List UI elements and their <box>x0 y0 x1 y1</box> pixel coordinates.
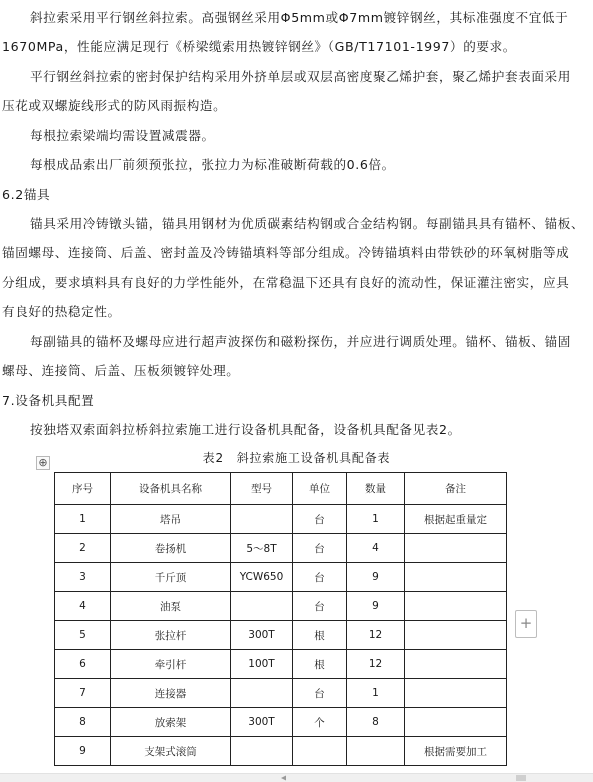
table-cell: YCW650 <box>231 563 293 592</box>
table-cell: 12 <box>347 621 405 650</box>
table-cell: 根 <box>293 621 347 650</box>
table-row <box>55 592 507 621</box>
table-cell: 300T <box>231 621 293 650</box>
table-cell: 放索架 <box>111 708 231 737</box>
table-cell <box>405 592 507 621</box>
table-move-handle-icon[interactable]: ⊕ <box>36 456 50 470</box>
table-cell <box>347 737 405 766</box>
table-cell: 台 <box>293 505 347 534</box>
table-cell <box>231 679 293 708</box>
table-cell: 4 <box>347 534 405 563</box>
table-cell: 6 <box>55 650 111 679</box>
table-cell <box>405 708 507 737</box>
section-heading-6-2: 6.2锚具 <box>2 187 51 202</box>
paragraph-anchor-line1: 锚具采用冷铸镦头锚，锚具用钢材为优质碳素结构钢或合金结构钢。每副锚具具有锚杯、锚板、 <box>30 216 585 231</box>
header-cell: 型号 <box>231 473 293 505</box>
paragraph-anchor-line4: 有良好的热稳定性。 <box>2 304 121 319</box>
scroll-left-arrow-icon[interactable] <box>280 775 288 781</box>
table-cell: 7 <box>55 679 111 708</box>
table-caption: 表2 斜拉索施工设备机具配备表 <box>202 451 391 465</box>
table-row <box>55 534 507 563</box>
table-row <box>55 505 507 534</box>
table-row <box>55 737 507 766</box>
table-cell: 1 <box>55 505 111 534</box>
table-cell: 牵引杆 <box>111 650 231 679</box>
table-cell: 油泵 <box>111 592 231 621</box>
table-cell: 8 <box>55 708 111 737</box>
table-cell: 支架式滚筒 <box>111 737 231 766</box>
paragraph-cable-line1: 斜拉索采用平行钢丝斜拉索。高强钢丝采用Φ5mm或Φ7mm镀锌钢丝，其标准强度不宜低于 <box>30 10 569 25</box>
table-cell: 张拉杆 <box>111 621 231 650</box>
table-cell <box>405 534 507 563</box>
table-cell <box>405 563 507 592</box>
table-cell: 千斤顶 <box>111 563 231 592</box>
header-cell: 单位 <box>293 473 347 505</box>
paragraph-equipment: 按独塔双索面斜拉桥斜拉索施工进行设备机具配备，设备机具配备见表2。 <box>30 422 461 437</box>
table-cell: 台 <box>293 563 347 592</box>
table-cell: 2 <box>55 534 111 563</box>
table-cell: 台 <box>293 592 347 621</box>
header-cell: 设备机具名称 <box>111 473 231 505</box>
table-cell: 9 <box>347 563 405 592</box>
table-cell <box>231 505 293 534</box>
table-cell <box>405 650 507 679</box>
table-cell: 100T <box>231 650 293 679</box>
table-row <box>55 708 507 737</box>
paragraph-anchor-line2: 锚固螺母、连接筒、后盖、密封盖及冷铸锚填料等部分组成。冷铸锚填料由带铁砂的环氧树脂等成 <box>2 245 570 260</box>
paragraph-cable-line2: 1670MPa，性能应满足现行《桥梁缆索用热镀锌钢丝》（GB/T17101-1997）的要求。 <box>2 39 516 54</box>
table-cell: 8 <box>347 708 405 737</box>
table-cell: 9 <box>347 592 405 621</box>
paragraph-sheath-line2: 压花或双螺旋线形式的防风雨振构造。 <box>2 98 227 113</box>
header-cell: 数量 <box>347 473 405 505</box>
equipment-table <box>54 472 507 766</box>
paragraph-damper: 每根拉索梁端均需设置减震器。 <box>30 128 215 143</box>
table-cell: 5 <box>55 621 111 650</box>
section-heading-7: 7.设备机具配置 <box>2 393 95 408</box>
table-cell: 卷扬机 <box>111 534 231 563</box>
table-cell: 台 <box>293 534 347 563</box>
table-cell <box>293 737 347 766</box>
table-cell: 塔吊 <box>111 505 231 534</box>
table-cell: 1 <box>347 679 405 708</box>
paragraph-pretension: 每根成品索出厂前须预张拉，张拉力为标准破断荷载的0.6倍。 <box>30 157 395 172</box>
table-cell: 根据起重量定 <box>405 505 507 534</box>
paragraph-sheath-line1: 平行钢丝斜拉索的密封保护结构采用外挤单层或双层高密度聚乙烯护套，聚乙烯护套表面采用 <box>30 69 571 84</box>
table-cell <box>231 737 293 766</box>
table-cell: 根据需要加工 <box>405 737 507 766</box>
table-cell: 3 <box>55 563 111 592</box>
table-cell: 5～8T <box>231 534 293 563</box>
header-cell: 序号 <box>55 473 111 505</box>
scrollbar-thumb[interactable] <box>516 775 526 781</box>
table-cell: 300T <box>231 708 293 737</box>
table-cell: 9 <box>55 737 111 766</box>
table-row <box>55 679 507 708</box>
table-cell <box>231 592 293 621</box>
header-cell: 备注 <box>405 473 507 505</box>
paragraph-inspection-line2: 螺母、连接筒、后盖、压板须镀锌处理。 <box>2 363 240 378</box>
table-cell <box>405 679 507 708</box>
table-cell: 连接器 <box>111 679 231 708</box>
table-cell <box>405 621 507 650</box>
table-row <box>55 621 507 650</box>
table-cell: 根 <box>293 650 347 679</box>
table-cell: 1 <box>347 505 405 534</box>
table-header-row <box>55 473 507 505</box>
paragraph-anchor-line3: 分组成，要求填料具有良好的力学性能外，在常稳温下还具有良好的流动性，保证灌注密实，应具 <box>2 275 570 290</box>
paragraph-inspection-line1: 每副锚具的锚杯及螺母应进行超声波探伤和磁粉探伤，并应进行调质处理。锚杯、锚板、锚固 <box>30 334 571 349</box>
table-cell: 4 <box>55 592 111 621</box>
table-row <box>55 563 507 592</box>
table-cell: 台 <box>293 679 347 708</box>
add-row-plus-icon[interactable]: + <box>515 610 537 638</box>
table-row <box>55 650 507 679</box>
table-cell: 个 <box>293 708 347 737</box>
table-cell: 12 <box>347 650 405 679</box>
